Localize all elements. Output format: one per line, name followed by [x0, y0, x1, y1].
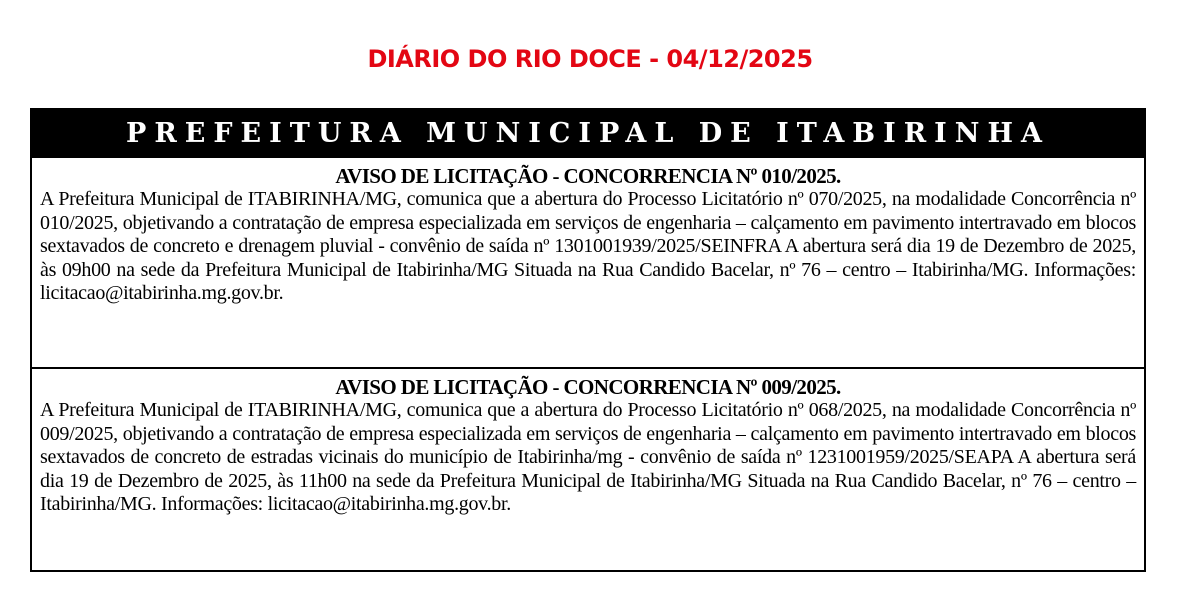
notice-heading-1: AVISO DE LICITAÇÃO - CONCORRENCIA Nº 010/2025. [335, 164, 841, 188]
notice-block-1 [32, 158, 1144, 369]
notice-frame [30, 108, 1146, 572]
newspaper-header: DIÁRIO DO RIO DOCE - 04/12/2025 [367, 45, 813, 73]
municipality-banner: PREFEITURA MUNICIPAL DE ITABIRINHA [32, 110, 1144, 158]
notice-block-2 [32, 369, 1144, 570]
notice-heading-2: AVISO DE LICITAÇÃO - CONCORRENCIA Nº 009/2025. [335, 375, 841, 399]
notice-body-2: A Prefeitura Municipal de ITABIRINHA/MG, comunica que a abertura do Processo Licitatório nº 068/2025, na modalidade Concorrência nº 009/2025, objetivando a contratação de empresa especializada em serviços de engenharia – calçamento em pavimento intertravado em blocos sextavados de concreto de estradas vicinais do município de Itabirinha/mg - convênio de saída nº 1231001959/2025/SEAPA A abertura será dia 19 de Dezembro de 2025, às 11h00 na sede da Prefeitura Municipal de Itabirinha/MG Situada na Rua Candido Bacelar, nº 76 – centro – Itabirinha/MG. Informações: licitacao@itabirinha.mg.gov.br. [40, 399, 1136, 515]
notice-body-1: A Prefeitura Municipal de ITABIRINHA/MG, comunica que a abertura do Processo Licitatório nº 070/2025, na modalidade Concorrência nº 010/2025, objetivando a contratação de empresa especializada em serviços de engenharia – calçamento em pavimento intertravado em blocos sextavados de concreto e drenagem pluvial - convênio de saída nº 1301001939/2025/SEINFRA A abertura será dia 19 de Dezembro de 2025, às 09h00 na sede da Prefeitura Municipal de Itabirinha/MG Situada na Rua Candido Bacelar, nº 76 – centro – Itabirinha/MG. Informações: licitacao@itabirinha.mg.gov.br. [40, 188, 1136, 304]
